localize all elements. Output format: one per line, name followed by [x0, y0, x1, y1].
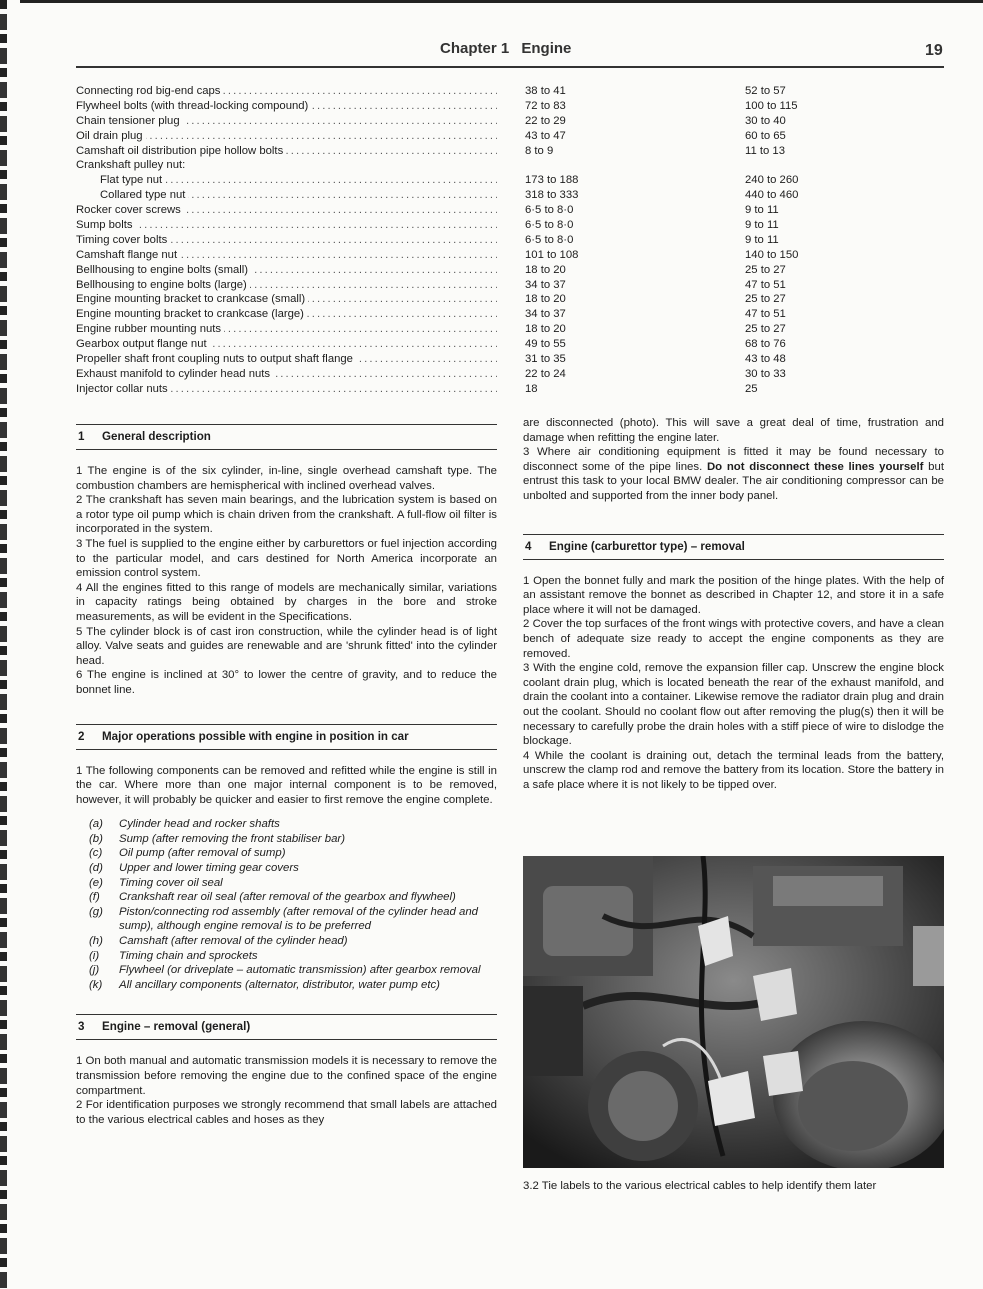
paragraph: 1 The following components can be removed and refitted while the engine is still in the car. Where more than one major internal component is to be removed, however, it will probably be quicker and easier to first remove the engine complete.: [76, 764, 497, 806]
list-item-key: (i): [89, 949, 100, 962]
spec-label-text: Sump bolts: [76, 219, 136, 231]
spec-value-nm: 6·5 to 8·0: [525, 233, 574, 246]
paragraph: 4 While the coolant is draining out, detach the terminal leads from the battery, unscrew the clamp rod and remove the battery from its location. Store the battery in a safe place where it is not likely to be tipped over.: [523, 749, 944, 791]
list-item-text: Oil pump (after removal of sump): [119, 847, 286, 860]
section-title: Major operations possible with engine in position in car: [102, 729, 409, 743]
list-item-key: (e): [89, 876, 103, 889]
spec-value-nm: 31 to 35: [525, 353, 566, 366]
spec-value-nm: 34 to 37: [525, 308, 566, 321]
section-title: General description: [102, 430, 211, 443]
list-item: [76, 949, 497, 964]
spec-label: [76, 233, 497, 248]
right-column: [523, 416, 944, 792]
spec-value-nm: 49 to 55: [525, 338, 566, 351]
section-heading: [76, 724, 497, 750]
spec-label-text: Propeller shaft front coupling nuts to output shaft flange: [76, 353, 356, 365]
list-item: [76, 905, 497, 934]
page-number: 19: [925, 42, 943, 59]
spec-row: [76, 99, 944, 114]
spec-label: [76, 203, 497, 218]
spec-value-nm: 72 to 83: [525, 99, 566, 112]
list-item-key: (d): [89, 862, 103, 875]
spec-value-lbf: 440 to 460: [745, 189, 799, 202]
spec-value-nm: 318 to 333: [525, 189, 579, 202]
list-item-text: Crankshaft rear oil seal (after removal of the gearbox and flywheel): [119, 891, 456, 904]
spec-row: [76, 233, 944, 248]
spec-row: [76, 188, 944, 203]
spec-row: [76, 307, 944, 322]
list-item: [76, 890, 497, 905]
list-item-key: (j): [89, 964, 100, 977]
spec-label-text: Camshaft oil distribution pipe hollow bolts: [76, 145, 286, 157]
spec-value-nm: 101 to 108: [525, 248, 579, 261]
spec-value-lbf: 100 to 115: [745, 99, 798, 112]
spec-row: [76, 84, 944, 99]
spec-value-nm: 22 to 24: [525, 367, 566, 380]
spec-label-text: Bellhousing to engine bolts (large): [76, 279, 250, 291]
paragraph: 2 Cover the top surfaces of the front wings with protective covers, and have a clean bench of adequate size ready to accept the engine components as they are removed.: [523, 618, 944, 660]
spec-value-nm: 38 to 41: [525, 85, 566, 97]
left-column: [76, 424, 497, 1127]
spec-label-text: Flywheel bolts (with thread-locking compound): [76, 100, 311, 112]
list-item-key: (g): [89, 905, 103, 918]
spec-value-nm: 34 to 37: [525, 278, 566, 291]
section-number: 1: [78, 430, 85, 443]
spec-label: [76, 292, 497, 307]
paragraph: 3 The fuel is supplied to the engine either by carburettors or fuel injection according to the particular model, and cars destined for North America incorporate an emission control system.: [76, 537, 497, 580]
spec-label: [76, 99, 497, 114]
spec-value-lbf: 30 to 33: [745, 367, 786, 380]
list-item: [76, 817, 497, 832]
spec-label-text: Crankshaft pulley nut:: [76, 159, 188, 171]
paragraph: 5 The cylinder block is of cast iron construction, while the cylinder head is of light alloy. Valve seats and guides are renewable and are 'shrunk fitted' into the cylinder head.: [76, 625, 497, 667]
spec-label: [76, 278, 497, 293]
spec-value-lbf: 9 to 11: [745, 219, 779, 232]
spec-value-nm: 22 to 29: [525, 114, 566, 127]
section-number: 4: [525, 539, 532, 553]
engine-bay-photo: [523, 856, 944, 1168]
spec-label-text: Bellhousing to engine bolts (small): [76, 264, 251, 276]
paragraph-text: but entrust this task to your local BMW dealer. The air conditioning compressor can be unbolted and supported from the inner body panel.: [523, 460, 945, 502]
engine-photo-illustration: [523, 856, 944, 1168]
list-item-text: Sump (after removing the front stabiliser bar): [119, 832, 346, 845]
spec-value-nm: 6·5 to 8·0: [525, 219, 574, 232]
list-item-key: (f): [89, 891, 100, 904]
spec-label: [76, 158, 497, 173]
spec-row: [76, 263, 944, 278]
list-item: [76, 846, 497, 861]
spec-label: [76, 144, 497, 159]
spec-row: [76, 352, 944, 367]
spec-label: [76, 367, 497, 382]
spec-label-text: Injector collar nuts: [76, 383, 171, 395]
spec-value-lbf: 25: [745, 382, 758, 395]
spec-value-lbf: 25 to 27: [745, 293, 786, 306]
spec-value-nm: 6·5 to 8·0: [525, 204, 574, 217]
list-item-text: Camshaft (after removal of the cylinder head): [119, 935, 348, 948]
spec-value-lbf: 60 to 65: [745, 129, 786, 142]
spec-row: [76, 278, 944, 293]
list-item: [76, 876, 497, 891]
section-heading: [76, 1014, 497, 1040]
spec-value-lbf: 240 to 260: [745, 174, 799, 187]
paragraph: 1 On both manual and automatic transmission models it is necessary to remove the transmission before removing the engine due to the confined space of the engine compartment.: [76, 1055, 497, 1097]
paragraph: [523, 445, 944, 503]
list-item-key: (c): [89, 847, 103, 860]
spec-row: [76, 203, 944, 218]
section-number: 2: [78, 729, 85, 743]
spec-label: [76, 129, 497, 144]
list-item: [76, 832, 497, 847]
spec-label: [76, 382, 497, 397]
spec-value-lbf: 25 to 27: [745, 323, 786, 336]
spec-value-nm: 18: [525, 382, 538, 395]
torque-spec-table: [76, 84, 944, 397]
list-item-key: (b): [89, 832, 103, 845]
spec-row: [76, 173, 944, 188]
binding-edge: [0, 0, 7, 1289]
paragraph: 3 With the engine cold, remove the expansion filler cap. Unscrew the engine block coolant drain plug, which is located beneath the rear of the exhaust manifold, and drain the coolant into a container. Likewise remove the radiator drain plug and drain out the coolant. Should no coolant flow out after removing the plug(s) then it will be necessary to carefully probe the drain holes with a stiff piece of wire to dislodge the blockage.: [523, 662, 944, 748]
spec-value-nm: 18 to 20: [525, 293, 566, 306]
page-header: [440, 40, 571, 57]
paragraph: 1 Open the bonnet fully and mark the position of the hinge plates. With the help of an assistant remove the bonnet as described in Chapter 12, and store it in a safe place where it will not be damaged.: [523, 574, 944, 616]
list-item-text: All ancillary components (alternator, distributor, water pump etc): [119, 978, 440, 991]
spec-value-nm: 18 to 20: [525, 323, 566, 336]
spec-label-text: Engine mounting bracket to crankcase (small): [76, 293, 308, 305]
spec-label-text: Collared type nut: [76, 189, 188, 201]
list-item-key: (h): [89, 935, 103, 948]
paragraph: 2 The crankshaft has seven main bearings, and the lubrication system is based on a rotor type oil pump which is chain driven from the crankshaft. A full-flow oil filter is incorporated in the system.: [76, 494, 497, 536]
paragraph: 1 The engine is of the six cylinder, in-line, single overhead camshaft type. The combustion chambers are hemispherical with inclined overhead valves.: [76, 465, 497, 492]
spec-value-lbf: 30 to 40: [745, 114, 786, 127]
spec-label: [76, 188, 497, 203]
spec-value-nm: 8 to 9: [525, 144, 554, 157]
spec-value-lbf: 140 to 150: [745, 248, 799, 261]
paragraph: 2 For identification purposes we strongly recommend that small labels are attached to the various electrical cables and hoses as they: [76, 1099, 497, 1126]
section-heading: [523, 534, 944, 560]
spec-row: [76, 158, 944, 173]
spec-value-lbf: 9 to 11: [745, 204, 779, 217]
paragraph: are disconnected (photo). This will save a great deal of time, frustration and damage when refitting the engine later.: [523, 417, 944, 444]
spec-value-lbf: 25 to 27: [745, 263, 786, 276]
spec-label-text: Timing cover bolts: [76, 234, 170, 246]
list-item-text: Upper and lower timing gear covers: [119, 862, 299, 875]
spec-label-text: Rocker cover screws: [76, 204, 184, 216]
header-rule: [76, 66, 944, 68]
spec-label: [76, 173, 497, 188]
section-title: Engine – removal (general): [102, 1020, 251, 1034]
spec-label: [76, 263, 497, 278]
list-item: [76, 934, 497, 949]
spec-row: [76, 382, 944, 397]
section-heading: [76, 424, 497, 450]
chapter-title: Engine: [521, 40, 572, 57]
list-item-text: Piston/connecting rod assembly (after removal of the cylinder head and sump), although engine removal is to be preferred: [119, 905, 478, 933]
spec-label-text: Chain tensioner plug: [76, 115, 183, 127]
spec-value-lbf: 43 to 48: [745, 353, 786, 366]
spec-label: [76, 322, 497, 337]
spec-row: [76, 114, 944, 129]
spec-label: [76, 337, 497, 352]
list-item: [76, 963, 497, 978]
photo-caption: 3.2 Tie labels to the various electrical cables to help identify them later: [523, 1180, 877, 1192]
list-item-text: Timing cover oil seal: [119, 876, 223, 889]
spec-label: [76, 352, 497, 367]
spec-label-text: Flat type nut: [76, 174, 165, 186]
list-item-text: Timing chain and sprockets: [119, 949, 258, 962]
spec-value-nm: 43 to 47: [525, 129, 566, 142]
spec-label-text: Oil drain plug: [76, 130, 146, 142]
spec-label: [76, 84, 497, 99]
spec-label: [76, 114, 497, 129]
list-item-text: Flywheel (or driveplate – automatic transmission) after gearbox removal: [119, 964, 481, 977]
spec-value-nm: 173 to 188: [525, 174, 579, 187]
spec-row: [76, 144, 944, 159]
spec-row: [76, 337, 944, 352]
spec-value-lbf: 11 to 13: [745, 144, 785, 157]
spec-value-lbf: 52 to 57: [745, 85, 786, 97]
spec-value-lbf: 47 to 51: [745, 278, 786, 291]
spec-label: [76, 307, 497, 322]
spec-label-text: Gearbox output flange nut: [76, 338, 210, 350]
spec-value-lbf: 47 to 51: [745, 308, 786, 321]
spec-value-nm: 18 to 20: [525, 263, 566, 276]
section-title: Engine (carburettor type) – removal: [549, 539, 745, 553]
list-item-key: (a): [89, 818, 103, 831]
spec-row: [76, 248, 944, 263]
spec-label: [76, 218, 497, 233]
operations-list: [76, 817, 497, 992]
spec-label-text: Engine rubber mounting nuts: [76, 323, 224, 335]
spec-label-text: Exhaust manifold to cylinder head nuts: [76, 368, 273, 380]
chapter-label: Chapter 1: [440, 40, 510, 57]
top-rule: [20, 0, 983, 3]
list-item: [76, 861, 497, 876]
list-item-text: Cylinder head and rocker shafts: [119, 818, 280, 831]
paragraph: 6 The engine is inclined at 30° to lower the centre of gravity, and to reduce the bonnet line.: [76, 669, 497, 696]
warning-text: Do not disconnect these lines yourself: [706, 460, 924, 473]
spec-row: [76, 218, 944, 233]
spec-row: [76, 322, 944, 337]
spec-value-lbf: 68 to 76: [745, 338, 786, 351]
paragraph: 4 All the engines fitted to this range of models are mechanically similar, variations in capacity ratings being obtained by charges in the bore and stroke measurements, as will be evident in the Specifications.: [76, 581, 497, 623]
spec-row: [76, 129, 944, 144]
spec-value-lbf: 9 to 11: [745, 233, 779, 246]
spec-row: [76, 367, 944, 382]
spec-label: [76, 248, 497, 263]
spec-label-text: Connecting rod big-end caps: [76, 85, 223, 97]
spec-label-text: Engine mounting bracket to crankcase (large): [76, 308, 307, 320]
spec-row: [76, 292, 944, 307]
paragraph-text: 3 Where air conditioning equipment is fitted it may be found necessary to disconnect some of the pipe lines.: [523, 446, 944, 473]
spec-label-text: Camshaft flange nut: [76, 249, 180, 261]
list-item: [76, 978, 497, 993]
list-item-key: (k): [89, 978, 103, 991]
section-number: 3: [78, 1020, 85, 1034]
